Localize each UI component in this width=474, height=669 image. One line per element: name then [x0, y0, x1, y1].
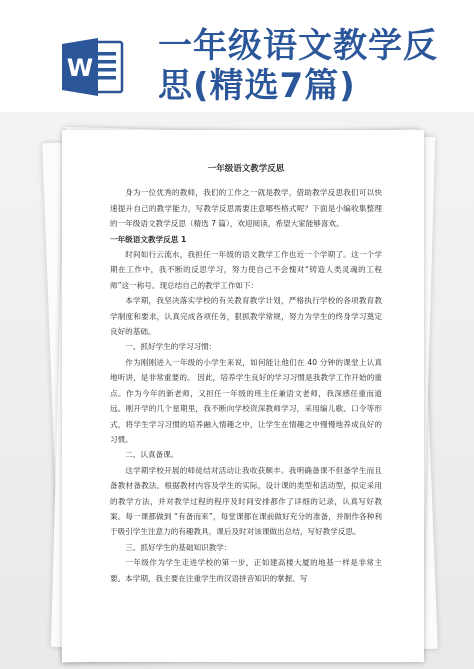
body-paragraph: 作为刚刚进入一年级的小学生来说，如何能让他们在 40 分钟的课堂上认真地听讲，是非常重要的。 因此，培养学生良好的学习习惯是我教学工作开始的重点。作为今年的新老师，又担任一年级的班主任兼语文老师，我深感任重而道远。刚开学的几个星期里，我不断向学校资深教师学习，采用编儿歌、口令等形式，将学生学习习惯的培养融入情趣之中，让学生在情趣之中慢慢地养成良好的习惯。 — [110, 357, 382, 444]
body-paragraph: 一年级作为学生走进学校的第一步，正如建高楼大厦的地基一样是非常主要。本学期，我主要在注重学生的汉语拼音知识的掌握、写 — [110, 558, 382, 583]
subheading: 二、认真备课。 — [125, 450, 179, 460]
subheading: 三、抓好学生的基础知识教学： — [125, 542, 232, 552]
subheading: 一、抓好学生的学习习惯： — [125, 342, 217, 352]
word-icon — [62, 36, 124, 98]
intro-paragraph: 身为一位优秀的教师，我们的工作之一就是教学，借助教学反思我们可以快速提升自己的教学能力，写教学反思需要注意哪些格式呢？下面是小编收集整理的一年级语文教学反思（精选 7 篇），欢迎阅读，希望大家能够喜欢。 — [110, 188, 382, 229]
body-paragraph: 本学期，我坚决落实学校的有关教育教学计划，严格执行学校的各项教育教学制度和要求，认真完成各项任务，狠抓教学常规，努力为学生的终身学习奠定良好的基础。 — [110, 296, 382, 337]
header-banner — [0, 0, 474, 122]
section-heading: 一年级语文教学反思 1 — [110, 234, 187, 244]
body-paragraph: 时间如行云流水，我担任一年级的语文教学工作也近一个学期了。这一个学期在工作中，我不断的反思学习，努力使自己不会愧对“铸造人类灵魂的工程师”这一称号。现总结自己的教学工作如下： — [110, 250, 382, 290]
document-title: 一年级语文教学反思 — [207, 164, 285, 174]
document-page — [62, 130, 424, 662]
title-line-2: 思(精选7篇) — [158, 66, 356, 106]
word-logo-letter: W — [66, 54, 94, 82]
page-title — [158, 26, 468, 106]
document-body — [110, 162, 382, 586]
body-paragraph: 这学期学校开展的师徒结对活动让我收获颇丰。我明确备课不但备学生而且备教材备教法，根据教材内容及学生的实际，设计课的类型和活动型，拟定采用的教学方法，并对教学过程的程序及时间安排都作了详细的记录，认真写好教案。每一课都做到 “有备而来”，每堂课都在课前做好充分的准备，并制作各种利于吸引学生注意力的有趣教具，课后及时对该课做出总结，写好教学反思。 — [110, 465, 382, 537]
title-line-1: 一年级语文教学反 — [158, 26, 438, 66]
